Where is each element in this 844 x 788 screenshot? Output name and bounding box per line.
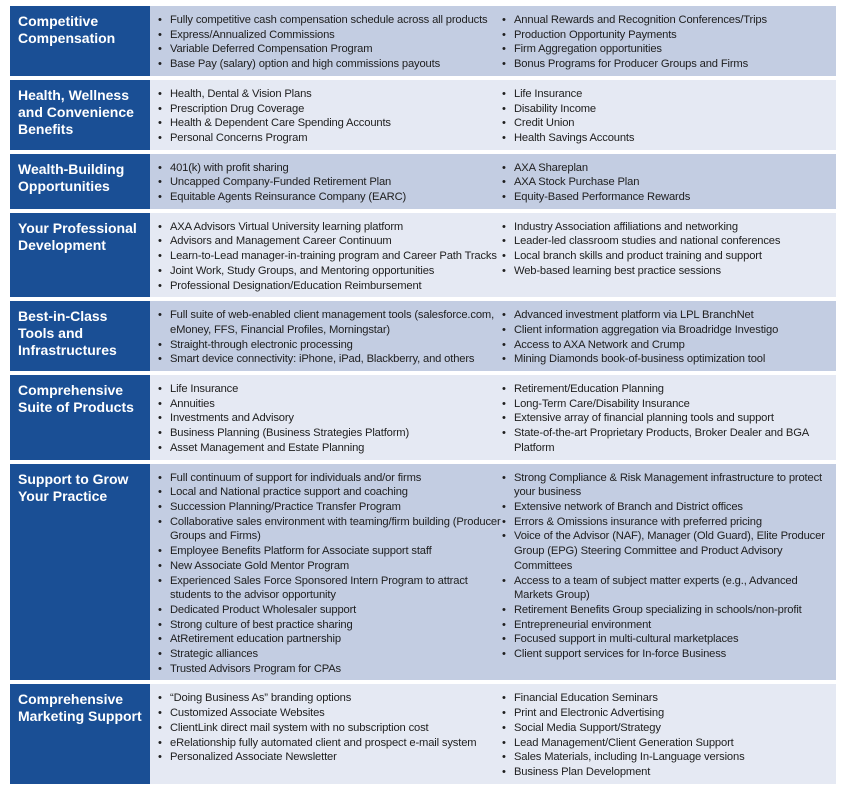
list-item: • Asset Management and Estate Planning [158,441,502,456]
list-item: • Industry Association affiliations and networking [502,220,832,235]
benefit-row [10,682,836,786]
list-item: • Web-based learning best practice sessions [502,264,832,279]
list-item: • ClientLink direct mail system with no subscription cost [158,721,502,736]
benefit-row [10,299,836,373]
list-item: • Bonus Programs for Producer Groups and Firms [502,57,832,72]
list-item: • Strategic alliances [158,647,502,662]
benefits-table [10,6,836,788]
list-item: • Disability Income [502,102,832,117]
list-item: • eRelationship fully automated client and prospect e-mail system [158,736,502,751]
benefit-row [10,6,836,78]
category-items [150,462,836,683]
list-item: • Professional Designation/Education Reimbursement [158,279,502,294]
list-item: • Fully competitive cash compensation schedule across all products [158,13,502,28]
benefit-row [10,462,836,683]
right-column-list [502,382,832,456]
category-title: Your Professional Development [10,211,150,300]
list-item: • Client support services for In-force Business [502,647,832,662]
list-item: • Personal Concerns Program [158,131,502,146]
list-item: • Health Savings Accounts [502,131,832,146]
right-column-list [502,308,832,367]
list-item: • Trusted Advisors Program for CPAs [158,662,502,677]
list-item: • Strong Compliance & Risk Management infrastructure to protect your business [502,471,832,500]
right-column-list [502,220,832,294]
left-column-list [158,308,502,367]
right-column-list [502,691,832,779]
category-title: Support to Grow Your Practice [10,462,150,683]
list-item: • Business Planning (Business Strategies Platform) [158,426,502,441]
list-item: • Access to AXA Network and Crump [502,338,832,353]
list-item: • Mining Diamonds book-of-business optimization tool [502,352,832,367]
category-items [150,6,836,78]
list-item: • Life Insurance [158,382,502,397]
list-item: • Retirement Benefits Group specializing in schools/non-profit [502,603,832,618]
category-items [150,299,836,373]
list-item: • Voice of the Advisor (NAF), Manager (Old Guard), Elite Producer Group (EPG) Steering Committee and Product Advisory Committees [502,529,832,573]
list-item: • Print and Electronic Advertising [502,706,832,721]
category-title: Wealth-Building Opportunities [10,152,150,211]
list-item: • Collaborative sales environment with teaming/firm building (Producer Groups and Firms) [158,515,502,544]
list-item: • Full continuum of support for individuals and/or firms [158,471,502,486]
left-column-list [158,13,502,72]
category-title: Health, Wellness and Convenience Benefits [10,78,150,152]
list-item: • Equitable Agents Reinsurance Company (EARC) [158,190,502,205]
category-title: Comprehensive Suite of Products [10,373,150,462]
list-item: • Express/Annualized Commissions [158,28,502,43]
list-item: • Customized Associate Websites [158,706,502,721]
list-item: • State-of-the-art Proprietary Products, Broker Dealer and BGA Platform [502,426,832,455]
list-item: • Advisors and Management Career Continuum [158,234,502,249]
right-column-list [502,471,832,677]
list-item: • Financial Education Seminars [502,691,832,706]
category-items [150,682,836,786]
list-item: • Local and National practice support and coaching [158,485,502,500]
list-item: • Credit Union [502,116,832,131]
category-title: Competitive Compensation [10,6,150,78]
list-item: • Health, Dental & Vision Plans [158,87,502,102]
benefits-table-body [10,6,836,786]
list-item: • Errors & Omissions insurance with preferred pricing [502,515,832,530]
list-item: • Social Media Support/Strategy [502,721,832,736]
list-item: • Focused support in multi-cultural marketplaces [502,632,832,647]
category-title: Comprehensive Marketing Support [10,682,150,786]
list-item: • Lead Management/Client Generation Support [502,736,832,751]
left-column-list [158,220,502,294]
benefit-row [10,373,836,462]
left-column-list [158,471,502,677]
list-item: • Business Plan Development [502,765,832,780]
list-item: • AXA Advisors Virtual University learning platform [158,220,502,235]
list-item: • Leader-led classroom studies and national conferences [502,234,832,249]
list-item: • Entrepreneurial environment [502,618,832,633]
list-item: • Extensive array of financial planning tools and support [502,411,832,426]
list-item: • Investments and Advisory [158,411,502,426]
list-item: • Smart device connectivity: iPhone, iPad, Blackberry, and others [158,352,502,367]
category-title: Best-in-Class Tools and Infrastructures [10,299,150,373]
list-item: • Equity-Based Performance Rewards [502,190,832,205]
list-item: • Retirement/Education Planning [502,382,832,397]
list-item: • AXA Stock Purchase Plan [502,175,832,190]
list-item: • Joint Work, Study Groups, and Mentoring opportunities [158,264,502,279]
benefit-row [10,211,836,300]
list-item: • Prescription Drug Coverage [158,102,502,117]
list-item: • Sales Materials, including In-Language versions [502,750,832,765]
list-item: • Extensive network of Branch and District offices [502,500,832,515]
right-column-list [502,161,832,205]
list-item: • Life Insurance [502,87,832,102]
benefit-row [10,78,836,152]
list-item: • New Associate Gold Mentor Program [158,559,502,574]
list-item: • Access to a team of subject matter experts (e.g., Advanced Markets Group) [502,574,832,603]
list-item: • Strong culture of best practice sharing [158,618,502,633]
left-column-list [158,161,502,205]
list-item: • Personalized Associate Newsletter [158,750,502,765]
left-column-list [158,691,502,779]
list-item: • Dedicated Product Wholesaler support [158,603,502,618]
list-item: • 401(k) with profit sharing [158,161,502,176]
list-item: • Annual Rewards and Recognition Conferences/Trips [502,13,832,28]
right-column-list [502,13,832,72]
list-item: • AXA Shareplan [502,161,832,176]
category-items [150,78,836,152]
list-item: • Variable Deferred Compensation Program [158,42,502,57]
list-item: • Long-Term Care/Disability Insurance [502,397,832,412]
list-item: • “Doing Business As” branding options [158,691,502,706]
list-item: • Learn-to-Lead manager-in-training program and Career Path Tracks [158,249,502,264]
list-item: • Succession Planning/Practice Transfer Program [158,500,502,515]
list-item: • Production Opportunity Payments [502,28,832,43]
list-item: • Base Pay (salary) option and high commissions payouts [158,57,502,72]
list-item: • Client information aggregation via Broadridge Investigo [502,323,832,338]
list-item: • Experienced Sales Force Sponsored Intern Program to attract students to the advisor opportunity [158,574,502,603]
list-item: • Health & Dependent Care Spending Accounts [158,116,502,131]
right-column-list [502,87,832,146]
list-item: • Employee Benefits Platform for Associate support staff [158,544,502,559]
list-item: • Firm Aggregation opportunities [502,42,832,57]
list-item: • Straight-through electronic processing [158,338,502,353]
list-item: • Uncapped Company-Funded Retirement Plan [158,175,502,190]
category-items [150,373,836,462]
category-items [150,152,836,211]
list-item: • Full suite of web-enabled client management tools (salesforce.com, eMoney, FFS, Financial Profiles, Morningstar) [158,308,502,337]
list-item: • Annuities [158,397,502,412]
list-item: • AtRetirement education partnership [158,632,502,647]
category-items [150,211,836,300]
benefit-row [10,152,836,211]
left-column-list [158,87,502,146]
list-item: • Local branch skills and product training and support [502,249,832,264]
list-item: • Advanced investment platform via LPL BranchNet [502,308,832,323]
left-column-list [158,382,502,456]
